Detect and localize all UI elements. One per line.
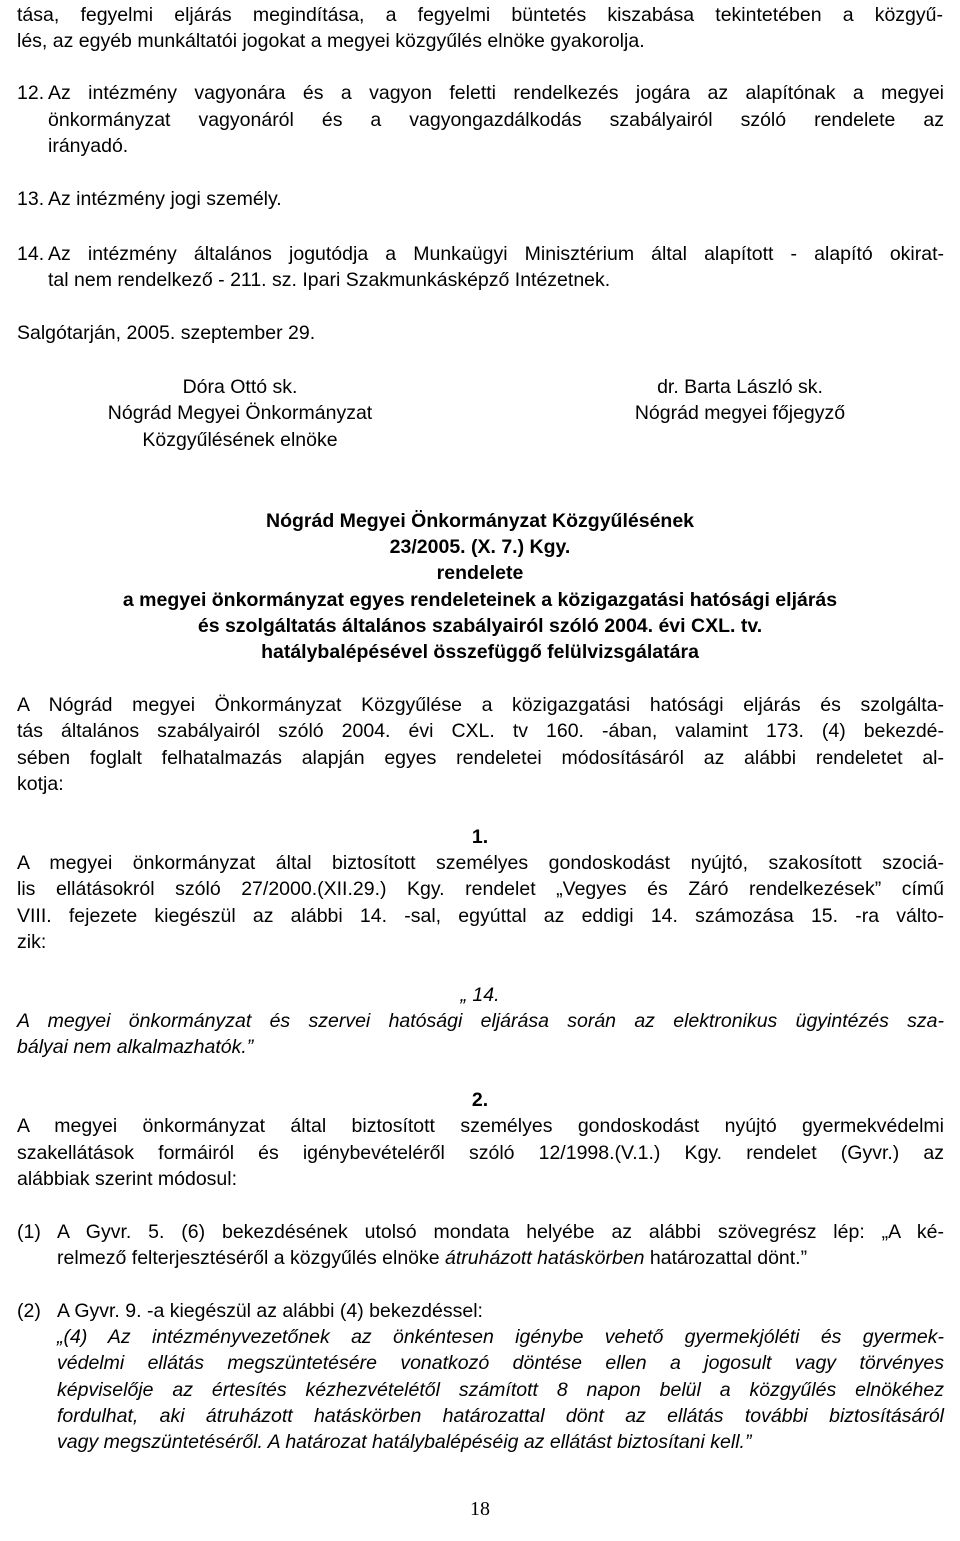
item-2-line-3: védelmi ellátás megszüntetésére vonatkozó döntése ellen a jogosult vagy törvényes bbox=[57, 1352, 944, 1374]
decree-heading-number: 23/2005. (X. 7.) Kgy. bbox=[389, 536, 571, 558]
item-2-line-1: A Gyvr. 9. -a kiegészül az alábbi (4) bekezdéssel: bbox=[57, 1300, 483, 1322]
decree-heading-type: rendelete bbox=[436, 562, 524, 584]
decree-heading-line-4: a megyei önkormányzat egyes rendeleteinek a közigazgatási hatósági eljárás bbox=[122, 589, 838, 611]
item-2-number: (2) bbox=[17, 1300, 41, 1322]
decree-heading-line-5: és szolgáltatás általános szabályairól szóló 2004. évi CXL. tv. bbox=[197, 615, 763, 637]
decree-heading-line-6: hatálybalépésével összefüggő felülvizsgálatára bbox=[261, 641, 699, 663]
inserted-section-14-line-1: A megyei önkormányzat és szervei hatósági eljárása során az elektronikus ügyintézés sza- bbox=[17, 1010, 944, 1032]
section-1-line-2: lis ellátásokról szóló 27/2000.(XII.29.) Kgy. rendelet „Vegyes és Záró rendelkezések” című bbox=[17, 878, 944, 900]
item-1-line-2-end: határozattal dönt.” bbox=[644, 1247, 808, 1269]
section-2-title: 2. bbox=[471, 1089, 489, 1111]
inserted-section-14-line-2: bályai nem alkalmazhatók.” bbox=[17, 1036, 254, 1058]
paragraph-14-line-2: tal nem rendelkező - 211. sz. Ipari Szakmunkásképző Intézetnek. bbox=[48, 269, 611, 291]
paragraph-12-line-3: irányadó. bbox=[48, 135, 129, 157]
page-number: 18 bbox=[470, 1498, 490, 1520]
paragraph-12-number: 12. bbox=[17, 82, 45, 104]
item-2-line-4: képviselője az értesítés kézhezvételétől számított 8 napon belül a közgyűlés elnökéhez bbox=[57, 1379, 944, 1401]
signature-right-role: Nógrád megyei főjegyző bbox=[634, 402, 846, 424]
paragraph-13-number: 13. bbox=[17, 188, 45, 210]
signature-left-name: Dóra Ottó sk. bbox=[182, 376, 298, 398]
item-2-line-6: vagy megszüntetéséről. A határozat hatálybalépéséig az ellátást biztosítani kell.” bbox=[57, 1431, 752, 1453]
decree-heading-line-1: Nógrád Megyei Önkormányzat Közgyűlésének bbox=[265, 510, 695, 532]
preamble-line-2: tás általános szabályairól szóló 2004. évi CXL. tv 160. -ában, valamint 173. (4) bekezdé- bbox=[17, 720, 944, 742]
item-1-line-2 bbox=[57, 1245, 807, 1271]
paragraph-14-line-1: Az intézmény általános jogutódja a Munkaügyi Minisztérium által alapított - alapító okirat- bbox=[48, 243, 944, 265]
section-1-line-1: A megyei önkormányzat által biztosított személyes gondoskodást nyújtó, szakosított szociá- bbox=[17, 852, 944, 874]
item-2-line-2: „(4) Az intézményvezetőnek az önkéntesen igénybe vehető gyermekjóléti és gyermek- bbox=[57, 1326, 944, 1348]
intro-line-1: tása, fegyelmi eljárás megindítása, a fegyelmi büntetés kiszabása tekintetében a közgyű- bbox=[17, 4, 943, 26]
preamble-line-3: sében foglalt felhatalmazás alapján egyes rendeletei módosításáról az alábbi rendeletet al- bbox=[17, 747, 944, 769]
date-place: Salgótarján, 2005. szeptember 29. bbox=[17, 322, 316, 344]
item-1-number: (1) bbox=[17, 1221, 41, 1243]
paragraph-12-line-1: Az intézmény vagyonára és a vagyon feletti rendelkezés jogára az alapítónak a megyei bbox=[48, 82, 944, 104]
preamble-line-4: kotja: bbox=[17, 773, 64, 795]
inserted-section-14-title: „ 14. bbox=[460, 984, 500, 1006]
item-2-line-5: fordulhat, aki átruházott hatáskörben határozattal dönt az ellátás további biztosításáról bbox=[57, 1405, 944, 1427]
signature-left-role-2: Közgyűlésének elnöke bbox=[142, 429, 338, 451]
section-1-title: 1. bbox=[471, 826, 489, 848]
section-1-line-4: zik: bbox=[17, 931, 47, 953]
preamble-line-1: A Nógrád megyei Önkormányzat Közgyűlése a közigazgatási hatósági eljárás és szolgálta- bbox=[17, 694, 944, 716]
paragraph-12-line-2: önkormányzat vagyonáról és a vagyongazdálkodás szabályairól szóló rendelete az bbox=[48, 109, 944, 131]
item-1-line-2-start: relmező felterjesztéséről a közgyűlés elnöke bbox=[57, 1247, 446, 1269]
item-1-line-2-italic: átruházott hatáskörben bbox=[445, 1247, 645, 1269]
section-2-line-3: alábbiak szerint módosul: bbox=[17, 1168, 238, 1190]
intro-line-2: lés, az egyéb munkáltatói jogokat a megyei közgyűlés elnöke gyakorolja. bbox=[17, 30, 645, 52]
item-1-line-1: A Gyvr. 5. (6) bekezdésének utolsó mondata helyébe az alábbi szövegrész lép: „A ké- bbox=[57, 1221, 944, 1243]
section-1-line-3: VIII. fejezete kiegészül az alábbi 14. -sal, egyúttal az eddigi 14. számozása 15. -ra válto- bbox=[17, 905, 944, 927]
paragraph-13-text: Az intézmény jogi személy. bbox=[48, 188, 282, 210]
signature-right-name: dr. Barta László sk. bbox=[657, 376, 823, 398]
section-2-line-2: szakellátások formáiról és igénybevételéről szóló 12/1998.(V.1.) Kgy. rendelet (Gyvr.) az bbox=[17, 1142, 944, 1164]
section-2-line-1: A megyei önkormányzat által biztosított személyes gondoskodást nyújtó gyermekvédelmi bbox=[17, 1115, 944, 1137]
signature-left-role-1: Nógrád Megyei Önkormányzat bbox=[107, 402, 373, 424]
paragraph-14-number: 14. bbox=[17, 243, 45, 265]
